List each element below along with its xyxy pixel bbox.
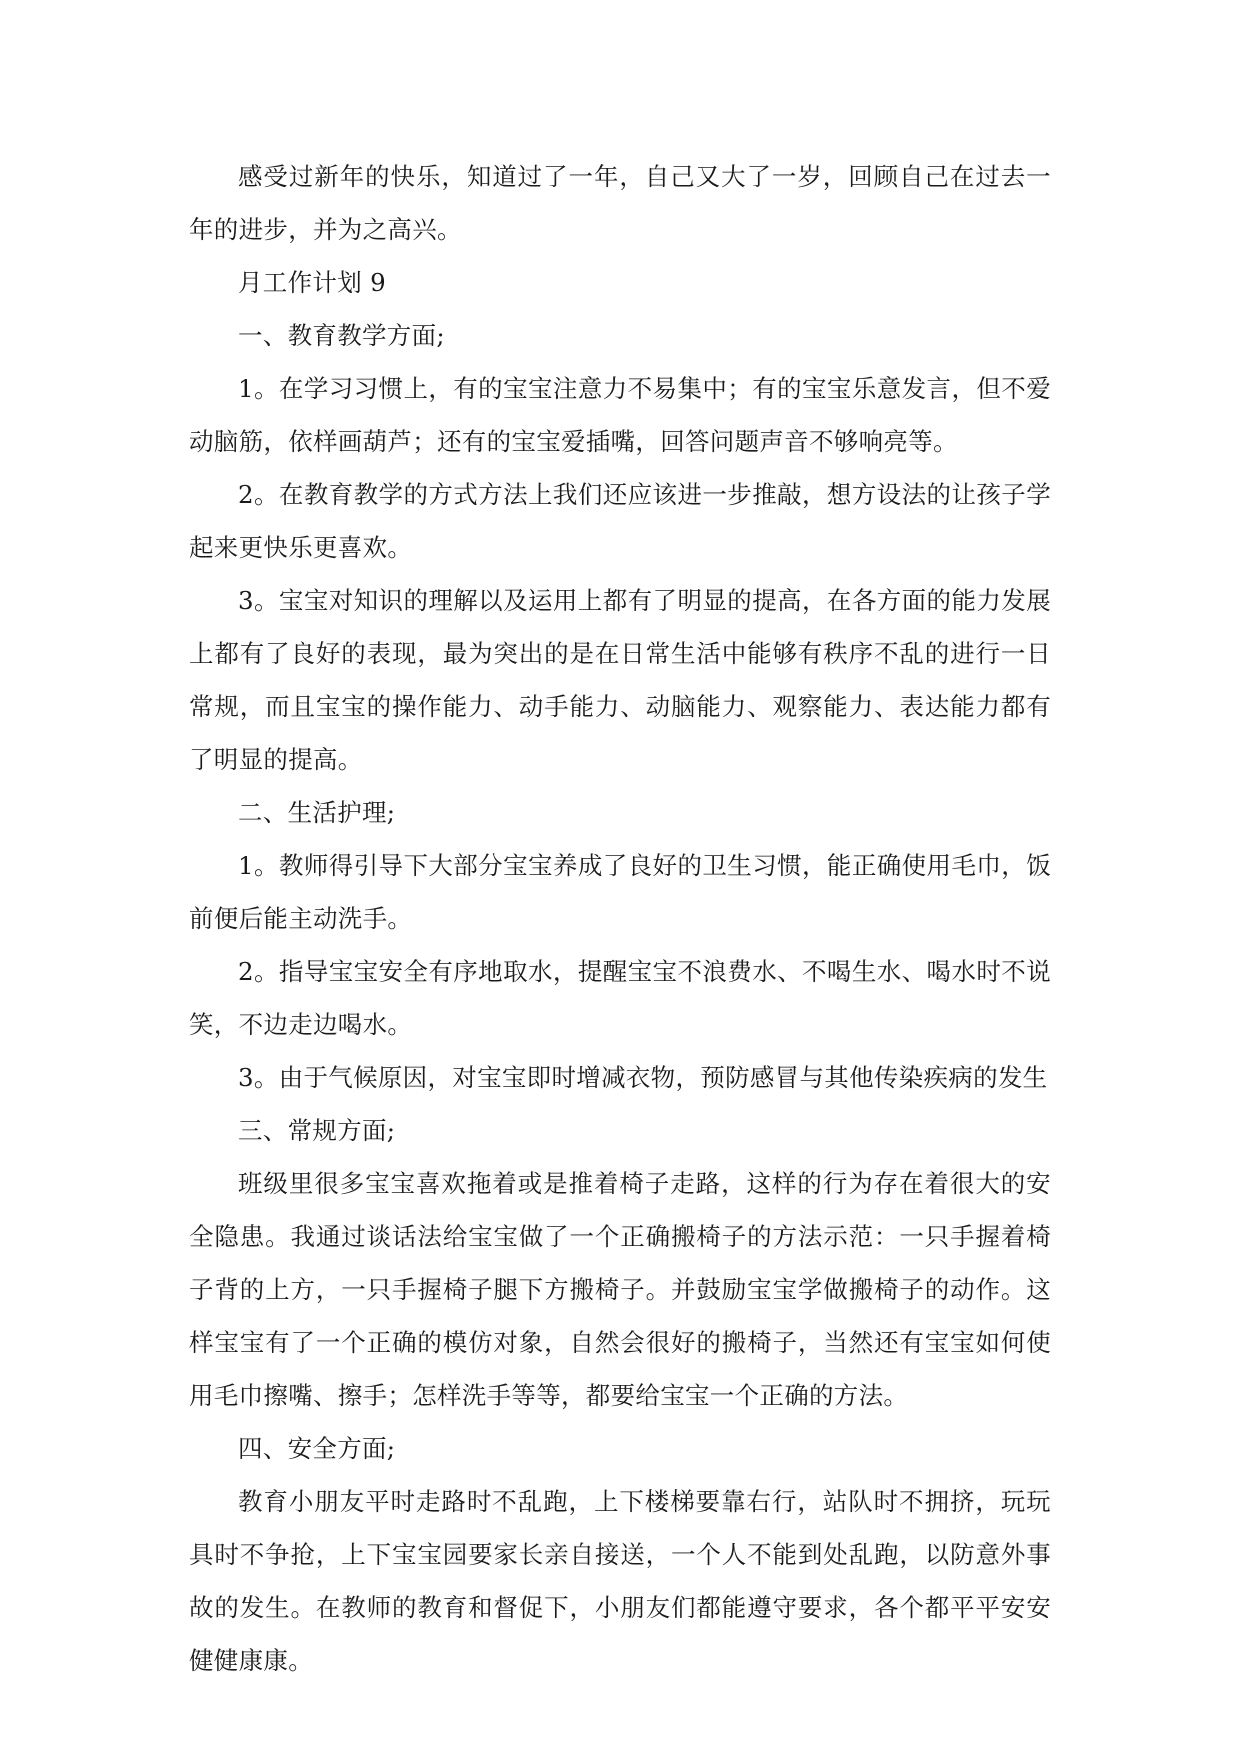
paragraph-education-3: 3。宝宝对知识的理解以及运用上都有了明显的提高，在各方面的能力发展上都有了良好的表现，最为突出的是在日常生活中能够有秩序不乱的进行一日常规，而且宝宝的操作能力、动手能力、动脑能力、观察能力、表达能力都有了明显的提高。 <box>189 586 1051 774</box>
heading-education: 一、教育教学方面; <box>238 321 445 350</box>
paragraph-life-care-2: 2。指导宝宝安全有序地取水，提醒宝宝不浪费水、不喝生水、喝水时不说笑，不边走边喝水。 <box>189 957 1051 1039</box>
paragraph-intro: 感受过新年的快乐，知道过了一年，自己又大了一岁，回顾自己在过去一年的进步，并为之高兴。 <box>189 162 1051 244</box>
heading-routine: 三、常规方面; <box>238 1116 396 1145</box>
paragraph-safety: 教育小朋友平时走路时不乱跑，上下楼梯要靠右行，站队时不拥挤，玩玩具时不争抢，上下宝宝园要家长亲自接送，一个人不能到处乱跑，以防意外事故的发生。在教师的教育和督促下，小朋友们都能遵守要求，各个都平平安安健健康康。 <box>189 1487 1051 1675</box>
paragraph-life-care-3: 3。由于气候原因，对宝宝即时增减衣物，预防感冒与其他传染疾病的发生 <box>238 1063 1048 1092</box>
paragraph-education-1: 1。在学习习惯上，有的宝宝注意力不易集中；有的宝宝乐意发言，但不爱动脑筋，依样画葫芦；还有的宝宝爱插嘴，回答问题声音不够响亮等。 <box>189 374 1051 456</box>
paragraph-routine: 班级里很多宝宝喜欢拖着或是推着椅子走路，这样的行为存在着很大的安全隐患。我通过谈话法给宝宝做了一个正确搬椅子的方法示范：一只手握着椅子背的上方，一只手握椅子腿下方搬椅子。并鼓励宝宝学做搬椅子的动作。这样宝宝有了一个正确的模仿对象，自然会很好的搬椅子，当然还有宝宝如何使用毛巾擦嘴、擦手；怎样洗手等等，都要给宝宝一个正确的方法。 <box>189 1169 1051 1410</box>
heading-safety: 四、安全方面; <box>238 1434 396 1463</box>
heading-life-care: 二、生活护理; <box>238 798 396 827</box>
paragraph-education-2: 2。在教育教学的方式方法上我们还应该进一步推敲，想方设法的让孩子学起来更快乐更喜欢。 <box>189 480 1051 562</box>
document-body <box>189 150 1051 1687</box>
section-title: 月工作计划 9 <box>238 268 386 297</box>
paragraph-life-care-1: 1。教师得引导下大部分宝宝养成了良好的卫生习惯，能正确使用毛巾，饭前便后能主动洗手。 <box>189 851 1051 933</box>
